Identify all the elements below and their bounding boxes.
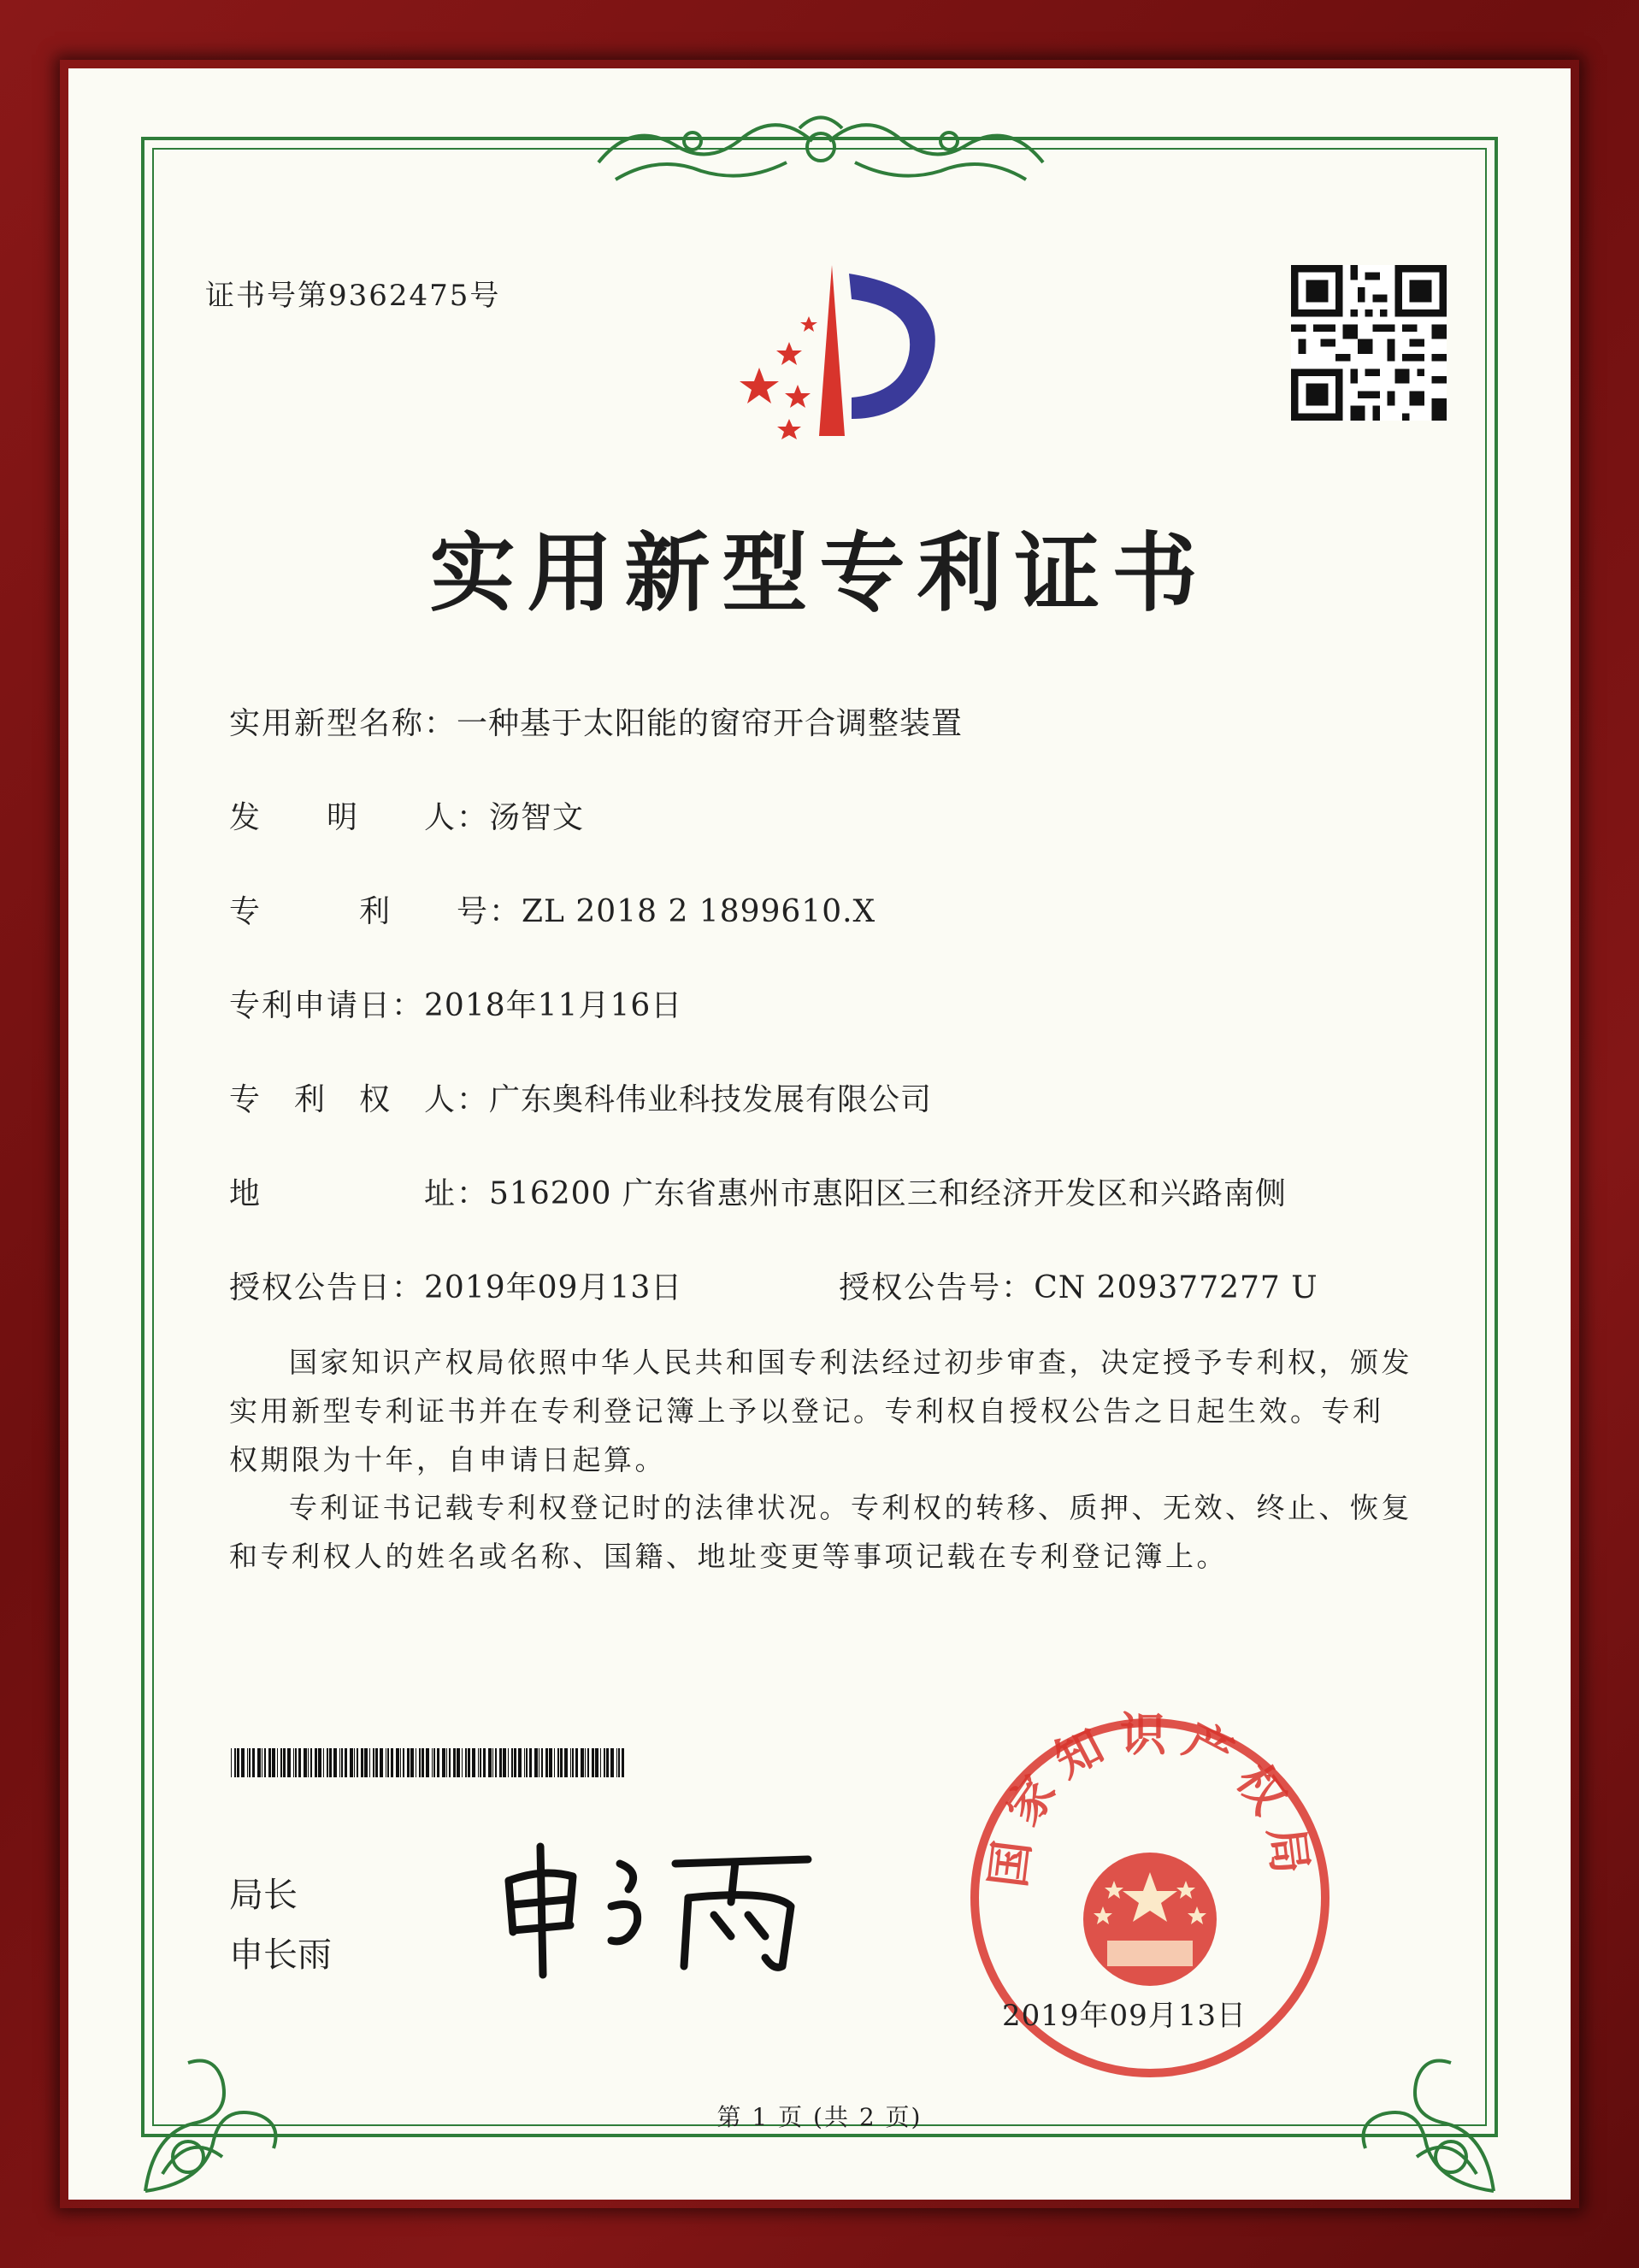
paragraph-legal-status: 专利证书记载专利权登记时的法律状况。专利权的转移、质押、无效、终止、恢复和专利权人的姓名或名称、国籍、地址变更等事项记载在专利登记簿上。 — [229, 1491, 1412, 1573]
page-number: 第 1 页 (共 2 页) — [716, 2103, 923, 2131]
field-label: 专利申请日： — [229, 988, 425, 1023]
field-value: 汤智文 — [489, 800, 585, 835]
field-row-application-date — [229, 981, 682, 1025]
certificate-number: 证书号第9362475号 — [205, 279, 501, 313]
barcode-icon — [231, 1748, 628, 1777]
patent-office-logo-icon — [708, 256, 956, 453]
field-row-announcement — [229, 1264, 1318, 1307]
field-label: 地 址： — [229, 1176, 490, 1211]
field-value: 一种基于太阳能的窗帘开合调整装置 — [457, 706, 964, 741]
field-label: 发 明 人： — [229, 800, 490, 835]
field-row-address — [229, 1169, 1287, 1213]
announcement-no-label: 授权公告号： — [839, 1270, 1035, 1305]
field-value: 广东奥科伟业科技发展有限公司 — [489, 1082, 933, 1117]
field-value: ZL 2018 2 1899610.X — [522, 894, 876, 929]
field-label: 实用新型名称： — [229, 706, 457, 741]
field-row-patent-no — [229, 887, 876, 931]
certificate-title: 实用新型专利证书 — [429, 522, 1210, 623]
field-row-name — [229, 699, 963, 743]
director-title: 局长 — [229, 1876, 298, 1915]
field-value: 516200 广东省惠州市惠阳区三和经济开发区和兴路南侧 — [489, 1176, 1287, 1211]
director-name: 申长雨 — [229, 1935, 332, 1975]
announcement-date-value: 2019年09月13日 — [424, 1270, 683, 1305]
seal-text: 国家知识产权局 — [981, 1710, 1319, 1891]
director-signature-icon — [492, 1829, 825, 1979]
announcement-no-value: CN 209377277 U — [1034, 1270, 1318, 1305]
top-ornament-icon — [581, 103, 1060, 197]
announcement-date-label: 授权公告日： — [229, 1270, 425, 1305]
field-row-patentee — [229, 1075, 932, 1119]
qr-code-icon — [1291, 265, 1447, 421]
field-label: 专 利 号： — [229, 894, 522, 929]
field-row-inventor — [229, 793, 584, 837]
paragraph-grant: 国家知识产权局依照中华人民共和国专利法经过初步审查，决定授予专利权，颁发实用新型专利证书并在专利登记簿上予以登记。专利权自授权公告之日起生效。专利权期限为十年，自申请日起算。 — [229, 1346, 1412, 1476]
field-value: 2018年11月16日 — [424, 988, 683, 1023]
field-label: 专 利 权 人： — [229, 1082, 490, 1117]
seal-date: 2019年09月13日 — [1002, 1999, 1247, 2033]
